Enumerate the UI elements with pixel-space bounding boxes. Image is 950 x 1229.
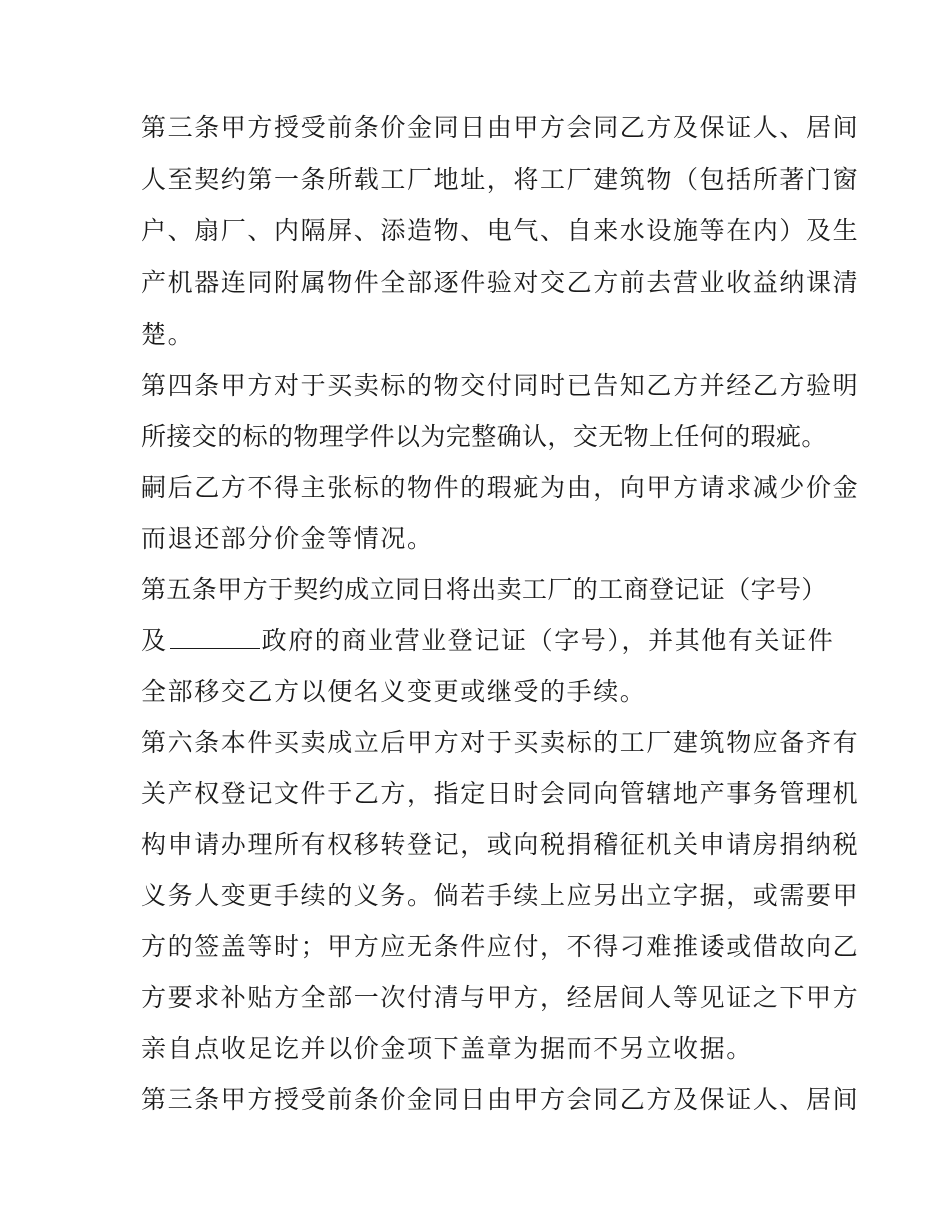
text-line-11 xyxy=(141,626,834,656)
text-line-2: 人至契约第一条所载工厂地址，将工厂建筑物（包括所著门窗 xyxy=(141,165,860,194)
text-line-13: 第六条本件买卖成立后甲方对于买卖标的工厂建筑物应备齐有 xyxy=(141,728,860,757)
text-line-18: 方要求补贴方全部一次付清与甲方，经居间人等见证之下甲方 xyxy=(141,983,860,1012)
fill-in-blank xyxy=(170,626,260,649)
text-line-8: 嗣后乙方不得主张标的物件的瑕疵为由，向甲方请求减少价金 xyxy=(141,473,860,502)
text-line-19: 亲自点收足讫并以价金项下盖章为据而不另立收据。 xyxy=(141,1034,753,1063)
text-line-15: 构申请办理所有权移转登记，或向税捐稽征机关申请房捐纳税 xyxy=(141,830,860,859)
text-line-14: 关产权登记文件于乙方，指定日时会同向管辖地产事务管理机 xyxy=(141,779,860,808)
text-line-10: 第五条甲方于契约成立同日将出卖工厂的工商登记证（字号） xyxy=(141,575,827,604)
line-11-prefix: 及 xyxy=(141,626,168,655)
text-line-12: 全部移交乙方以便名义变更或继受的手续。 xyxy=(141,677,647,706)
line-11-text: 政府的商业营业登记证（字号），并其他有关证件 xyxy=(261,626,835,655)
text-line-17: 方的签盖等时；甲方应无条件应付，不得刁难推诿或借故向乙 xyxy=(141,932,860,961)
text-line-6: 第四条甲方对于买卖标的物交付同时已告知乙方并经乙方验明 xyxy=(141,371,860,400)
text-line-4: 产机器连同附属物件全部逐件验对交乙方前去营业收益纳课清 xyxy=(141,268,860,297)
text-line-20: 第三条甲方授受前条价金同日由甲方会同乙方及保证人、居间 xyxy=(141,1085,860,1114)
text-line-1: 第三条甲方授受前条价金同日由甲方会同乙方及保证人、居间 xyxy=(141,113,860,142)
text-line-9: 而退还部分价金等情况。 xyxy=(141,524,434,553)
text-line-3: 户、扇厂、内隔屏、添造物、电气、自来水设施等在内）及生 xyxy=(141,216,860,245)
text-line-16: 义务人变更手续的义务。倘若手续上应另出立字据，或需要甲 xyxy=(141,881,860,910)
text-line-7: 所接交的标的物理学件以为完整确认，交无物上任何的瑕疵。 xyxy=(141,422,827,451)
text-line-5: 楚。 xyxy=(141,320,195,349)
